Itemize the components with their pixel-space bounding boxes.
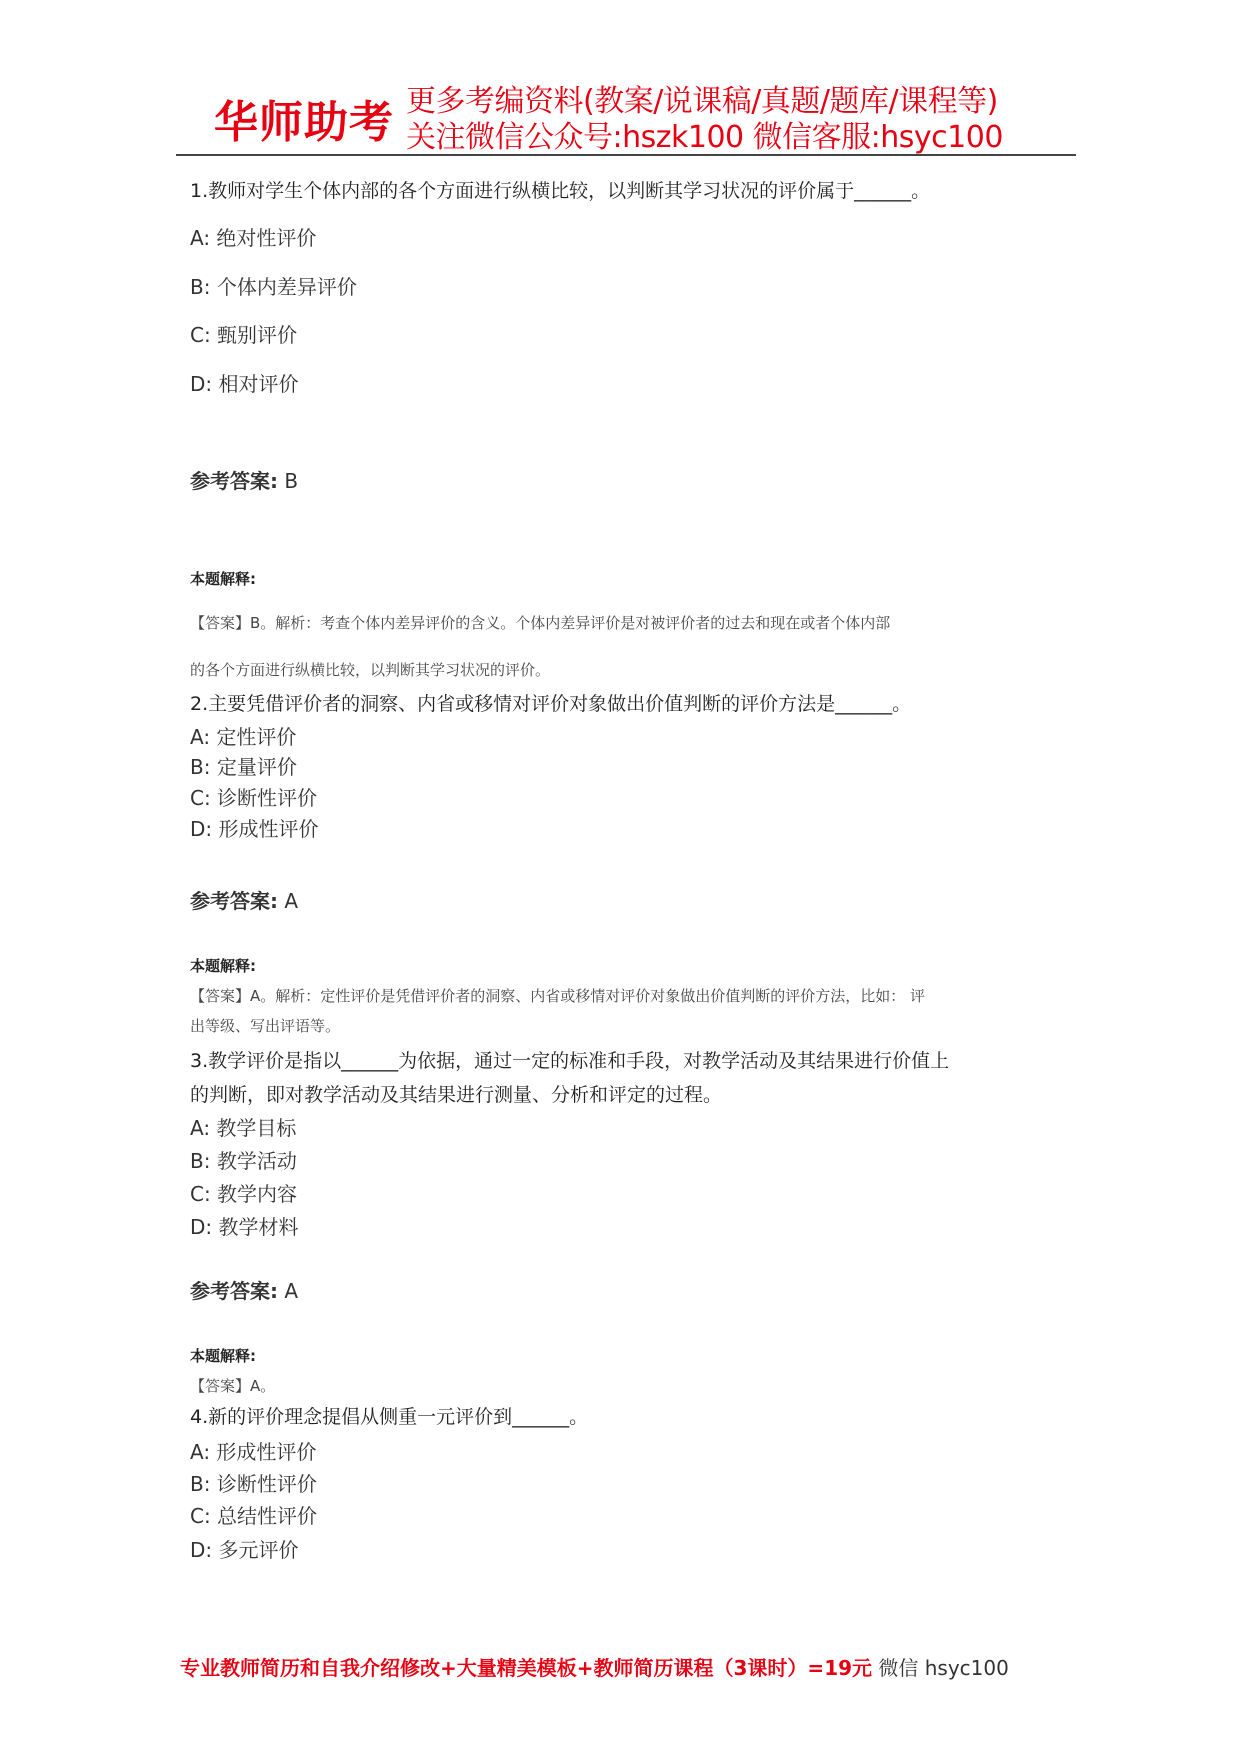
question-2-option-a: A: 定性评价 xyxy=(190,725,297,749)
question-2-explain-label: 本题解释: xyxy=(190,957,256,975)
header-tagline-2: 关注微信公众号:hszk100 微信客服:hsyc100 xyxy=(406,120,1003,155)
promo-footer xyxy=(180,1652,1080,1681)
question-2-explain-line-1: 【答案】A。解析：定性评价是凭借评价者的洞察、内省或移情对评价对象做出价值判断的评价方法，比如： 评 xyxy=(190,987,926,1005)
question-3-option-d: D: 教学材料 xyxy=(190,1215,299,1239)
question-4-option-c: C: 总结性评价 xyxy=(190,1504,318,1528)
question-4-option-a: A: 形成性评价 xyxy=(190,1440,317,1464)
answer-value: B xyxy=(278,469,299,493)
answer-label: 参考答案: xyxy=(190,469,278,493)
promo-text: 专业教师简历和自我介绍修改+大量精美模板+教师简历课程（3课时）=19元 xyxy=(180,1656,873,1680)
question-3-stem-line-2: 的判断，即对教学活动及其结果进行测量、分析和评定的过程。 xyxy=(190,1084,723,1106)
question-1-answer xyxy=(190,465,298,494)
question-3-explain-line-1: 【答案】A。 xyxy=(190,1377,276,1395)
promo-contact: 微信 hsyc100 xyxy=(872,1656,1009,1680)
question-2-option-b: B: 定量评价 xyxy=(190,755,297,779)
brand-logo: 华师助考 xyxy=(214,97,394,148)
question-1-explain-label: 本题解释: xyxy=(190,570,256,588)
question-2-stem: 2.主要凭借评价者的洞察、内省或移情对评价对象做出价值判断的评价方法是______。 xyxy=(190,693,912,715)
answer-label: 参考答案: xyxy=(190,889,278,913)
question-3-explain-label: 本题解释: xyxy=(190,1347,256,1365)
question-1-option-b: B: 个体内差异评价 xyxy=(190,275,357,299)
answer-value: A xyxy=(278,1279,299,1303)
question-3-option-b: B: 教学活动 xyxy=(190,1149,297,1173)
question-3-option-c: C: 教学内容 xyxy=(190,1182,298,1206)
answer-label: 参考答案: xyxy=(190,1279,278,1303)
question-3-answer xyxy=(190,1275,298,1304)
question-1-option-c: C: 甄别评价 xyxy=(190,323,298,347)
answer-value: A xyxy=(278,889,299,913)
question-1-stem: 1.教师对学生个体内部的各个方面进行纵横比较，以判断其学习状况的评价属于______。 xyxy=(190,180,931,202)
question-1-explain-line-1: 【答案】B。解析：考查个体内差异评价的含义。个体内差异评价是对被评价者的过去和现在或者个体内部 xyxy=(190,614,891,632)
question-4-option-b: B: 诊断性评价 xyxy=(190,1472,317,1496)
page-header xyxy=(176,72,1076,155)
header-divider xyxy=(176,154,1076,156)
question-2-explain-line-2: 出等级、写出评语等。 xyxy=(190,1017,341,1035)
question-2-option-d: D: 形成性评价 xyxy=(190,817,319,841)
question-2-answer xyxy=(190,885,298,914)
question-1-option-a: A: 绝对性评价 xyxy=(190,226,317,250)
header-tagline-1: 更多考编资料(教案/说课稿/真题/题库/课程等) xyxy=(406,84,998,119)
question-1-explain-line-2: 的各个方面进行纵横比较，以判断其学习状况的评价。 xyxy=(190,661,551,679)
question-4-stem: 4.新的评价理念提倡从侧重一元评价到______。 xyxy=(190,1406,589,1428)
question-3-option-a: A: 教学目标 xyxy=(190,1116,297,1140)
question-4-option-d: D: 多元评价 xyxy=(190,1538,299,1562)
question-2-option-c: C: 诊断性评价 xyxy=(190,786,318,810)
question-3-stem-line-1: 3.教学评价是指以______为依据，通过一定的标准和手段，对教学活动及其结果进行价值上 xyxy=(190,1050,950,1072)
question-1-option-d: D: 相对评价 xyxy=(190,372,299,396)
